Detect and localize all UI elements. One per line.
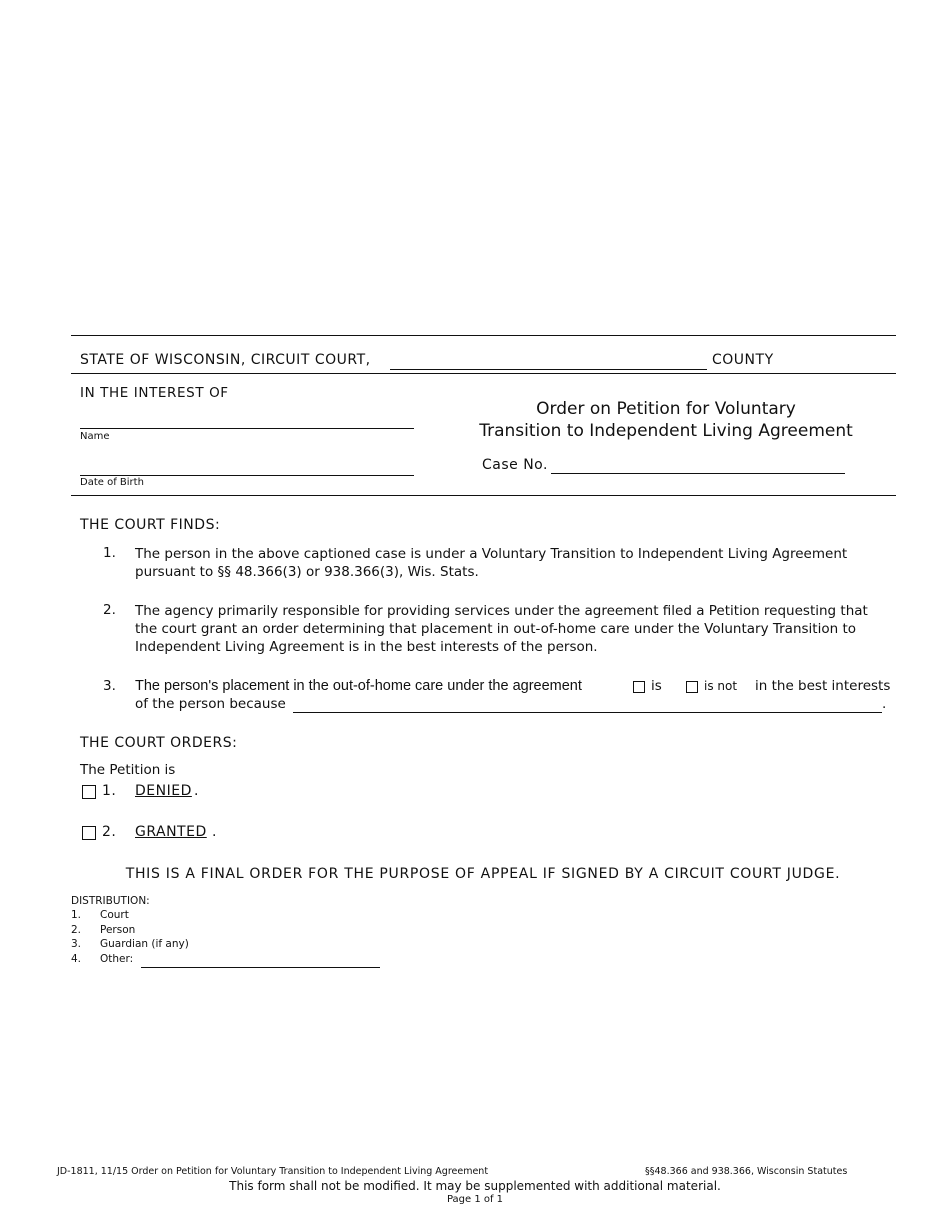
court-prefix: STATE OF WISCONSIN, CIRCUIT COURT,	[80, 352, 371, 368]
finding-2-text: The agency primarily responsible for providing services under the agreement filed a Petition requesting that the court grant an order determining that placement in out-of-home care under the Voluntary Transition to Independent Living Agreement is in the best interests of the person.	[135, 603, 868, 655]
granted-period: .	[212, 824, 217, 840]
form-title-line2: Transition to Independent Living Agreement	[479, 421, 853, 441]
distribution-1-number: 1.	[71, 909, 82, 921]
name-label: Name	[80, 431, 110, 442]
distribution-2-number: 2.	[71, 924, 82, 936]
finding-1-number: 1.	[103, 545, 116, 561]
finding-1-text: The person in the above captioned case is under a Voluntary Transition to Independent Living Agreement pursuant to §§ 48.366(3) or 938.366(3), Wis. Stats.	[135, 546, 848, 580]
caption-bottom-rule	[71, 495, 896, 496]
footer-statutes: §§48.366 and 938.366, Wisconsin Statutes	[645, 1166, 848, 1177]
petition-is-label: The Petition is	[80, 762, 176, 778]
case-no-field[interactable]	[551, 473, 845, 474]
distribution-2-label: Person	[100, 924, 136, 936]
distribution-1-label: Court	[100, 909, 129, 921]
final-order-notice: THIS IS A FINAL ORDER FOR THE PURPOSE OF APPEAL IF SIGNED BY A CIRCUIT COURT JUDGE.	[125, 866, 841, 882]
distribution-4-label: Other:	[100, 953, 134, 965]
distribution-3-number: 3.	[71, 938, 82, 950]
dob-field[interactable]	[80, 475, 414, 476]
finding-3-is-label: is	[651, 678, 662, 694]
case-no-label: Case No.	[482, 457, 548, 473]
denied-label: DENIED	[135, 783, 192, 799]
footer-form-id: JD-1811, 11/15 Order on Petition for Voluntary Transition to Independent Living Agreement	[57, 1166, 489, 1177]
reason-field[interactable]	[293, 712, 882, 713]
county-label: COUNTY	[712, 352, 774, 368]
denied-number: 1.	[102, 783, 117, 799]
in-interest-of-label: IN THE INTEREST OF	[80, 385, 229, 401]
caption-top-rule	[71, 335, 896, 336]
footer-notice: This form shall not be modified. It may be supplemented with additional material.	[229, 1179, 721, 1193]
finding-3-number: 3.	[103, 678, 116, 694]
name-field[interactable]	[80, 428, 414, 429]
granted-number: 2.	[102, 824, 117, 840]
distribution-3-label: Guardian (if any)	[100, 938, 189, 950]
finding-3-is-checkbox[interactable]	[633, 681, 645, 693]
court-finds-heading: THE COURT FINDS:	[80, 517, 221, 533]
distribution-heading: DISTRIBUTION:	[71, 895, 150, 907]
finding-3-text-b: in the best interests	[755, 678, 891, 694]
county-name-field[interactable]	[390, 369, 707, 370]
denied-checkbox[interactable]	[82, 785, 96, 799]
dob-label: Date of Birth	[80, 477, 144, 488]
court-orders-heading: THE COURT ORDERS:	[80, 735, 238, 751]
footer-page-number: Page 1 of 1	[446, 1194, 504, 1205]
denied-period: .	[194, 783, 199, 799]
finding-3-text-a: The person's placement in the out-of-home care under the agreement	[135, 678, 582, 694]
finding-3-is-not-label: is not	[704, 679, 738, 693]
finding-2-number: 2.	[103, 602, 116, 618]
distribution-4-number: 4.	[71, 953, 82, 965]
form-title-line1: Order on Petition for Voluntary	[536, 399, 796, 419]
finding-3-is-not-checkbox[interactable]	[686, 681, 698, 693]
finding-3-period: .	[882, 696, 887, 712]
granted-checkbox[interactable]	[82, 826, 96, 840]
distribution-other-field[interactable]	[141, 967, 380, 968]
caption-mid-rule	[71, 373, 896, 374]
granted-label: GRANTED	[135, 824, 207, 840]
finding-3-text-c: of the person because	[135, 696, 286, 712]
